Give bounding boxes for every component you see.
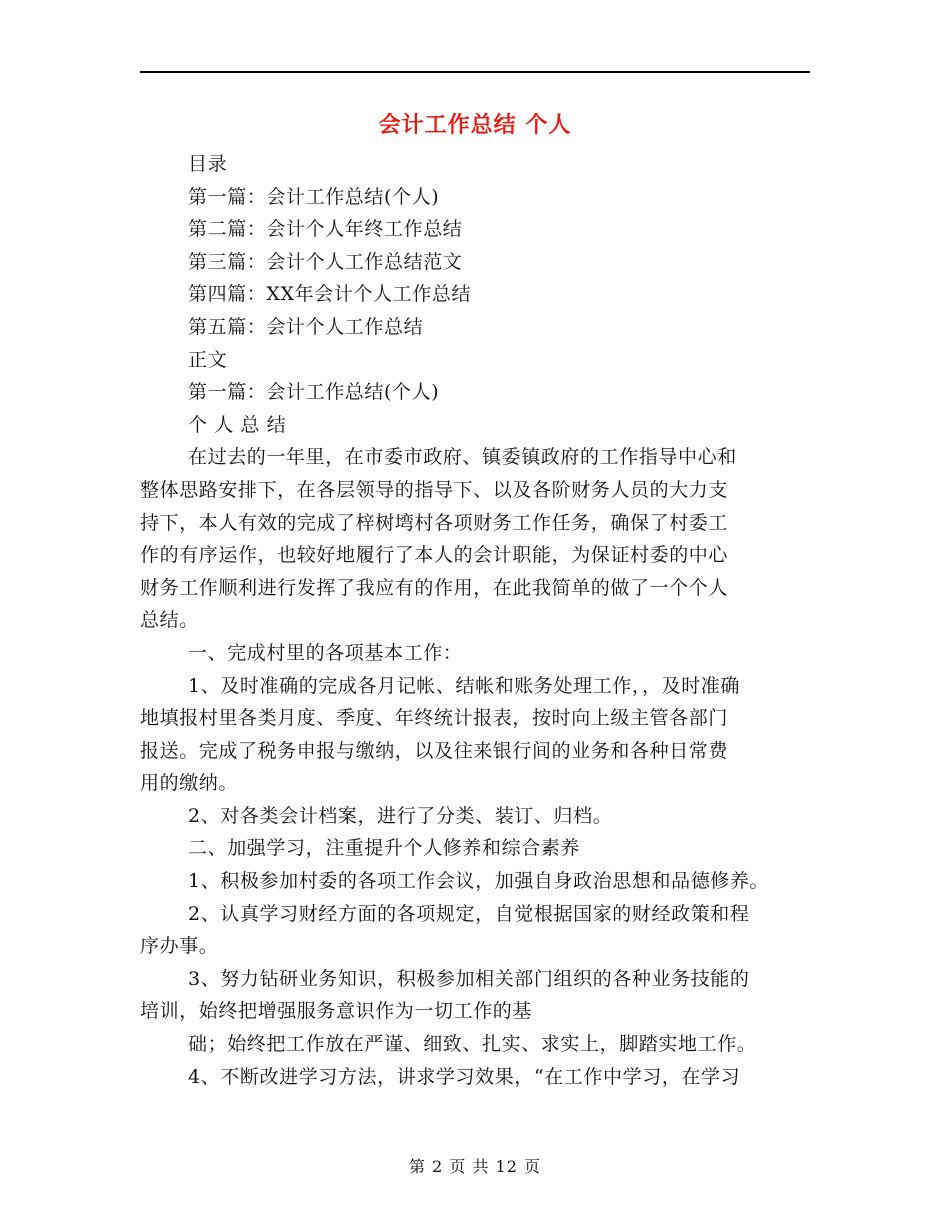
body-line: 第三篇：会计个人工作总结范文: [188, 250, 463, 273]
body-line: 第一篇：会计工作总结(个人): [188, 185, 440, 208]
body-line: 个 人 总 结: [188, 413, 287, 436]
body-line: 目录: [188, 153, 228, 175]
body-line: 1、及时准确的完成各月记帐、结帐和账务处理工作，，及时准确: [188, 674, 740, 697]
body-line: 整体思路安排下，在各层领导的指导下、以及各阶财务人员的大力支: [140, 478, 729, 501]
body-line: 一、完成村里的各项基本工作：: [188, 641, 463, 664]
body-line: 地填报村里各类月度、季度、年终统计报表，按时向上级主管各部门: [140, 707, 729, 730]
body-line: 总结。: [140, 609, 199, 632]
body-line: 报送。完成了税务申报与缴纳，以及往来银行间的业务和各种日常费: [140, 739, 729, 762]
body-line: 培训，始终把增强服务意识作为一切工作的基: [140, 1000, 533, 1023]
body-line: 4、不断改进学习方法，讲求学习效果，“在工作中学习，在学习: [188, 1065, 741, 1088]
body-line: 作的有序运作，也较好地履行了本人的会计职能，为保证村委的中心: [140, 544, 729, 567]
body-line: 2、对各类会计档案，进行了分类、装订、归档。: [188, 804, 613, 827]
body-line: 第二篇：会计个人年终工作总结: [188, 218, 463, 241]
body-line: 序办事。: [140, 935, 219, 958]
header-rule: [140, 71, 810, 73]
body-line: 第四篇：XX年会计个人工作总结: [188, 283, 472, 306]
body-line: 二、加强学习，注重提升个人修养和综合素养: [188, 837, 581, 860]
body-line: 正文: [188, 348, 228, 371]
page-footer: 第 2 页 共 12 页: [409, 1157, 541, 1176]
body-line: 持下，本人有效的完成了梓树塆村各项财务工作任务，确保了村委工: [140, 511, 729, 534]
body-line: 2、认真学习财经方面的各项规定，自觉根据国家的财经政策和程: [188, 902, 750, 925]
body-line: 用的缴纳。: [140, 772, 239, 795]
body-line: 础；始终把工作放在严谨、细致、扎实、求实上，脚踏实地工作。: [188, 1033, 757, 1056]
body-line: 财务工作顺利进行发挥了我应有的作用，在此我简单的做了一个个人: [140, 576, 729, 599]
body-line: 第五篇：会计个人工作总结: [188, 315, 424, 338]
body-line: 3、努力钻研业务知识，积极参加相关部门组织的各种业务技能的: [188, 967, 750, 990]
document-body: [140, 148, 812, 1093]
document-title: 会计工作总结 个人: [378, 113, 572, 138]
body-line: 在过去的一年里，在市委市政府、镇委镇政府的工作指导中心和: [188, 446, 737, 469]
body-line: 第一篇：会计工作总结(个人): [188, 381, 440, 404]
body-line: 1、积极参加村委的各项工作会议，加强自身政治思想和品德修养。: [188, 870, 770, 893]
